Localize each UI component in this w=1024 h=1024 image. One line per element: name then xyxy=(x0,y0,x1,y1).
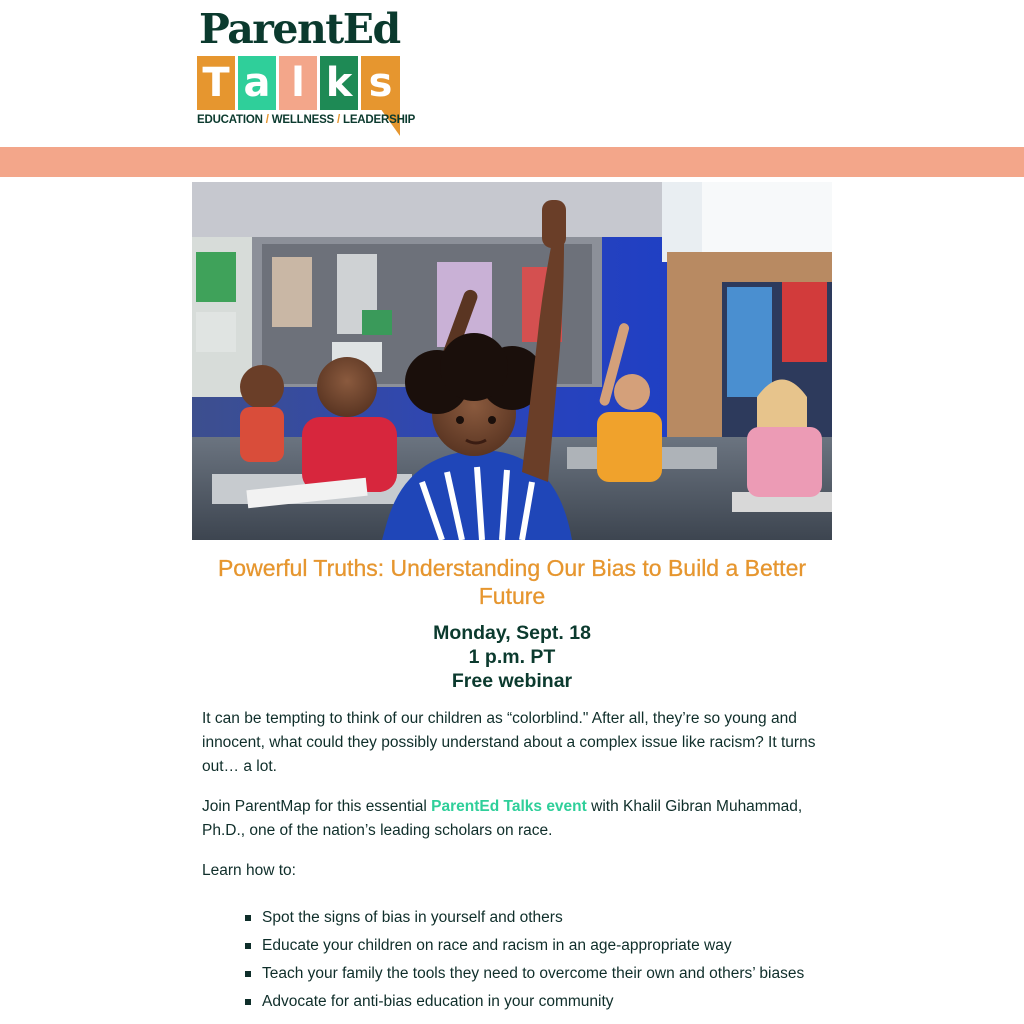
event-title: Powerful Truths: Understanding Our Bias to Build a Better Future xyxy=(217,555,807,609)
hero-classroom-image[interactable] xyxy=(192,182,832,540)
join-paragraph xyxy=(202,795,827,843)
parented-talks-event-link[interactable]: ParentEd Talks event xyxy=(431,798,587,815)
list-item: Spot the signs of bias in yourself and others xyxy=(262,904,902,932)
event-format: Free webinar xyxy=(451,670,573,692)
logo-tile: k xyxy=(320,56,358,110)
logo-tile: l xyxy=(279,56,317,110)
logo-tiles xyxy=(197,56,416,136)
tagline-wellness: WELLNESS xyxy=(271,114,335,126)
intro-paragraph: It can be tempting to think of our children as “colorblind." After all, they’re so young and innocent, what could they possibly understand about a complex issue like racism? It turns out… a lot. xyxy=(202,710,816,775)
join-text-before: Join ParentMap for this essential xyxy=(202,798,432,815)
classroom-illustration xyxy=(192,182,832,540)
event-info xyxy=(192,621,832,693)
list-item: Teach your family the tools they need to overcome their own and others’ biases xyxy=(262,960,902,988)
tagline-separator: / xyxy=(265,114,269,126)
list-item: Educate your children on race and racism in an age-appropriate way xyxy=(262,932,902,960)
join-text-after: with Khalil Gibran Muhammad, Ph.D., one of the nation’s leading scholars on race. xyxy=(202,798,803,839)
logo-tile: a xyxy=(238,56,276,110)
logo-tagline xyxy=(197,114,415,126)
tagline-separator: / xyxy=(337,114,341,126)
header-band xyxy=(0,147,1024,177)
logo-wordmark: ParentEd xyxy=(199,5,400,53)
logo-tile: s xyxy=(361,56,400,110)
tagline-leadership: LEADERSHIP xyxy=(343,114,416,126)
event-time: 1 p.m. PT xyxy=(468,646,556,668)
event-date: Monday, Sept. 18 xyxy=(433,622,591,644)
logo-tile: T xyxy=(197,56,235,110)
list-item: Advocate for anti-bias education in your community xyxy=(262,988,902,1016)
parented-talks-logo[interactable] xyxy=(197,5,416,138)
learn-heading: Learn how to: xyxy=(202,862,296,879)
learn-list xyxy=(202,904,902,1016)
tagline-education: EDUCATION xyxy=(197,114,263,126)
